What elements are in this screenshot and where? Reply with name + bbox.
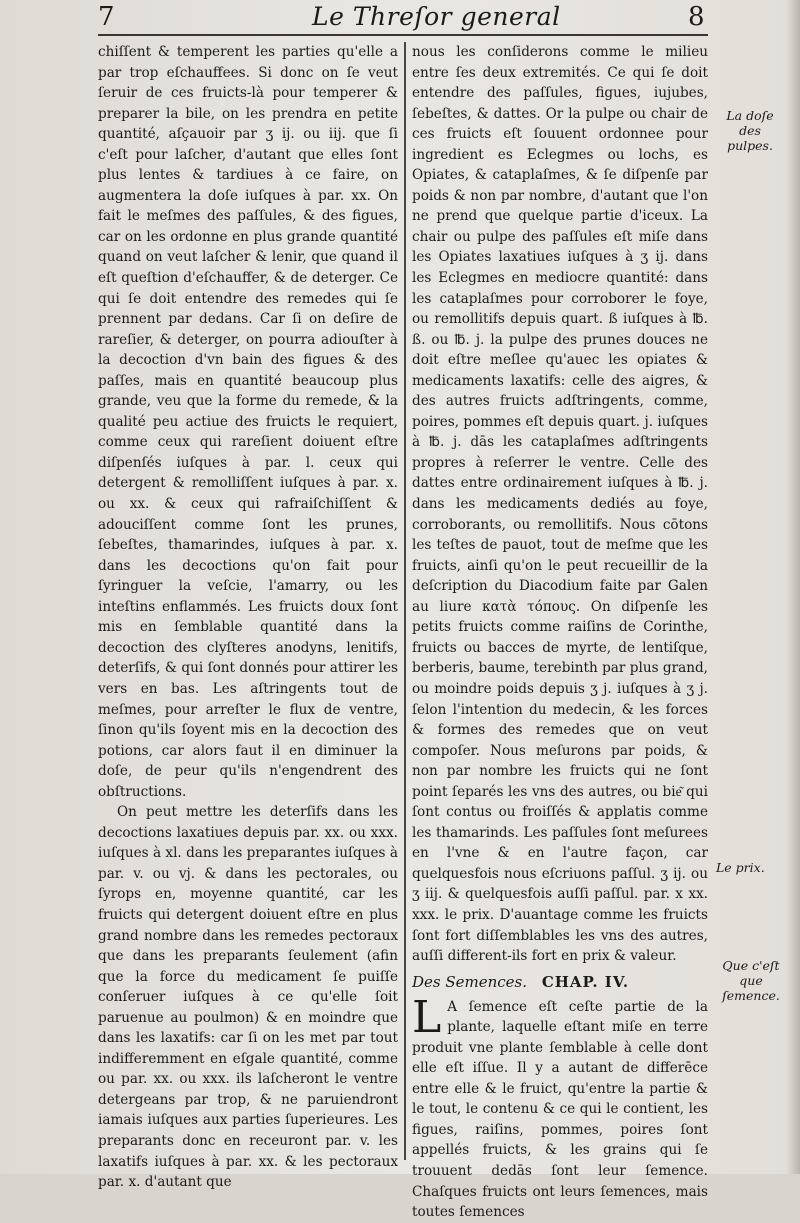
chapter-opening-paragraph: [412, 991, 708, 1223]
right-paragraph-1: nous les conſiderons comme le milieu entre ſes deux extremités. Ce qui ſe doit entendre des paſſules, figues, iujubes, ſebeſtes, & dattes. Or la pulpe ou chair de ces fruicts eſt ſouuent ordonnee pour ingredient es Eclegmes ou lochs, es Opiates, & cataplaſmes, & ſe diſpenſe par poids & non par nombre, d'autant que l'on ne prend que quelque partie d'iceux. La chair ou pulpe des paſſules eſt miſe dans les Opiates laxatiues iuſques à ʒ ij. dans les Eclegmes en mediocre quantité: dans les cataplaſmes pour corroborer le foye, ou remollitifs depuis quart. ß iuſques à ℔. ß. ou ℔. j. la pulpe des prunes douces ne doit eſtre meſlee qu'auec les opiates & medicaments laxatifs: celle des aigres, & des autres fruicts adſtringents, comme, poires, pommes eſt depuis quart. j. iuſques à ℔. j. dās les cataplaſmes adſtringents propres à reſerrer le ventre. Celle des dattes entre ordinairement iuſques à ℔. j. dans les medicaments dediés au foye, corroborants, ou remollitifs. Nous cōtons les teſtes de pauot, tout de meſme que les fruicts, ainſi qu'on le peut recueillir de la deſcription du Diacodium faite par Galen au liure κατὰ τόπους. On diſpenſe les petits fruicts comme raiſins de Corinthe, fruicts ou bacces de myrte, de lentiſque, berberis, baume, terebinth par plus grand, ou moindre poids depuis ʒ j. iuſques à ʒ j. ſelon l'intention du medecin, & les forces & formes des remedes que on veut compoſer. Nous meſurons par poids, & non par nombre les fruicts qui ne ſont point ſeparés les vns des autres, ou bie͂ qui ſont contus ou froiſſés & applatis comme les thamarinds. Les paſſules ſont meſurees en l'vne & en l'autre façon, car quelquesfois nous eſcriuons paſſul. ʒ ij. ou ʒ iij. & quelquesfois auſſi paſſul. par. x xx. xxx. le prix. D'auantage comme les fruicts ſont fort diſſemblables les vns des autres, auſſi different-ils fort en prix & valeur.: [412, 44, 708, 965]
margin-note-price: Le prix.: [716, 860, 765, 875]
chapter-title: Des Semences.: [412, 972, 528, 991]
left-paragraph-2: On peut mettre les deterſifs dans les decoctions laxatiues depuis par. xx. ou xxx. iuſques à xl. dans les preparantes iuſques à par. v. ou vj. & dans les pectorales, ou ſyrops en, moyenne quantité, car les fruicts qui detergent doiuent eſtre en plus grand nombre dans les remedes pectoraux que dans les preparants ſeulement (afin que la force du medicament ſe puiſſe conſeruer iuſques à ce qu'elle ſoit paruenue au poulmon) & en moindre que dans les laxatifs: car ſi on les met par tout indifferemment en eſgale quantité, comme ou par. xx. ou xxx. ils laſcheront le ventre detergeans par trop, & ne paruiendront iamais iuſques aux parties ſuperieures. Les preparants donc en receuront par. v. les laxatifs iuſques à par. xx. & les pectoraux par. x. d'autant que: [98, 804, 398, 1191]
header-rule: [98, 34, 708, 36]
folio-left: 7: [98, 2, 115, 32]
margin-note-dose: La doſe des pulpes.: [726, 108, 774, 153]
page-header: [0, 0, 800, 36]
drop-cap: L: [412, 991, 442, 1043]
left-column: [98, 42, 398, 1193]
chapter-opening-text: A ſemence eſt ceſte partie de la plante, laquelle eſtant miſe en terre produit vne plante ſemblable à celle dont elle eſt iſſue. Il y a autant de differēce entre elle & le fruict, qu'entre la partie & le tout, le contenu & ce qui le contient, les figues, raiſins, pommes, poires ſont appellés fruicts, & les grains qui ſe trouuent dedās ſont leur ſemence. Chaſques fruicts ont leurs ſemences, mais toutes ſemences: [412, 998, 708, 1221]
running-title: Le Threſor general: [312, 2, 561, 31]
page-edge-shadow: [786, 0, 800, 1174]
chapter-number: CHAP. IV.: [541, 972, 630, 991]
left-paragraph-1: chiſſent & temperent les parties qu'elle a par trop eſchauffees. Si donc on ſe veut ſeruir de ces fruicts-là pour temperer & preparer la bile, on les prendra en petite quantité, aſçauoir par ʒ ij. ou iij. que ſi c'eſt pour laſcher, d'autant que elles ſont plus lentes & tardiues à ce faire, on augmentera la doſe iuſques à par. xx. On fait le meſmes des paſſules, & des figues, car on les ordonne en plus grande quantité quand on veut laſcher & lenir, que quand il eſt queſtion d'eſchauffer, & de deterger. Ce qui ſe doit entendre des remedes qui ſe prennent par dedans. Car ſi on deſire de rareſier, & deterger, on pourra adiouſter à la decoction d'vn bain des figues & des paſſes, mais en quantité beaucoup plus grande, veu que la forme du remede, & la qualité peu actiue des fruicts le requiert, comme ceux qui rareſient doiuent eſtre diſpenſés iuſques à par. l. ceux qui detergent & remolliſſent iuſques à par. x. ou xx. & ceux qui rafraiſchiſſent & adouciſſent comme ſont les prunes, ſebeſtes, thamarindes, iuſques à par. x. dans les decoctions qu'on fait pour ſyringuer la veſcie, l'amarry, ou les inteſtins enflammés. Les fruicts doux ſont mis en ſemblable quantité dans la decoction des clyſteres anodyns, lenitifs, deterſifs, & qui ſont donnés pour attirer les vers en bas. Les aſtringents tout de meſmes, pour arreſter le flux de ventre, ſinon qu'ils ſoyent mis en la decoction des potions, car alors faut il en diminuer la doſe, de peur qu'ils n'engendrent des obſtructions.: [98, 44, 398, 800]
margin-note-seed: Que c'eſt que ſemence.: [722, 958, 780, 1003]
right-column: [412, 42, 708, 1223]
folio-right: 8: [688, 2, 705, 32]
chapter-heading: [412, 969, 708, 995]
column-divider: [404, 42, 406, 1160]
